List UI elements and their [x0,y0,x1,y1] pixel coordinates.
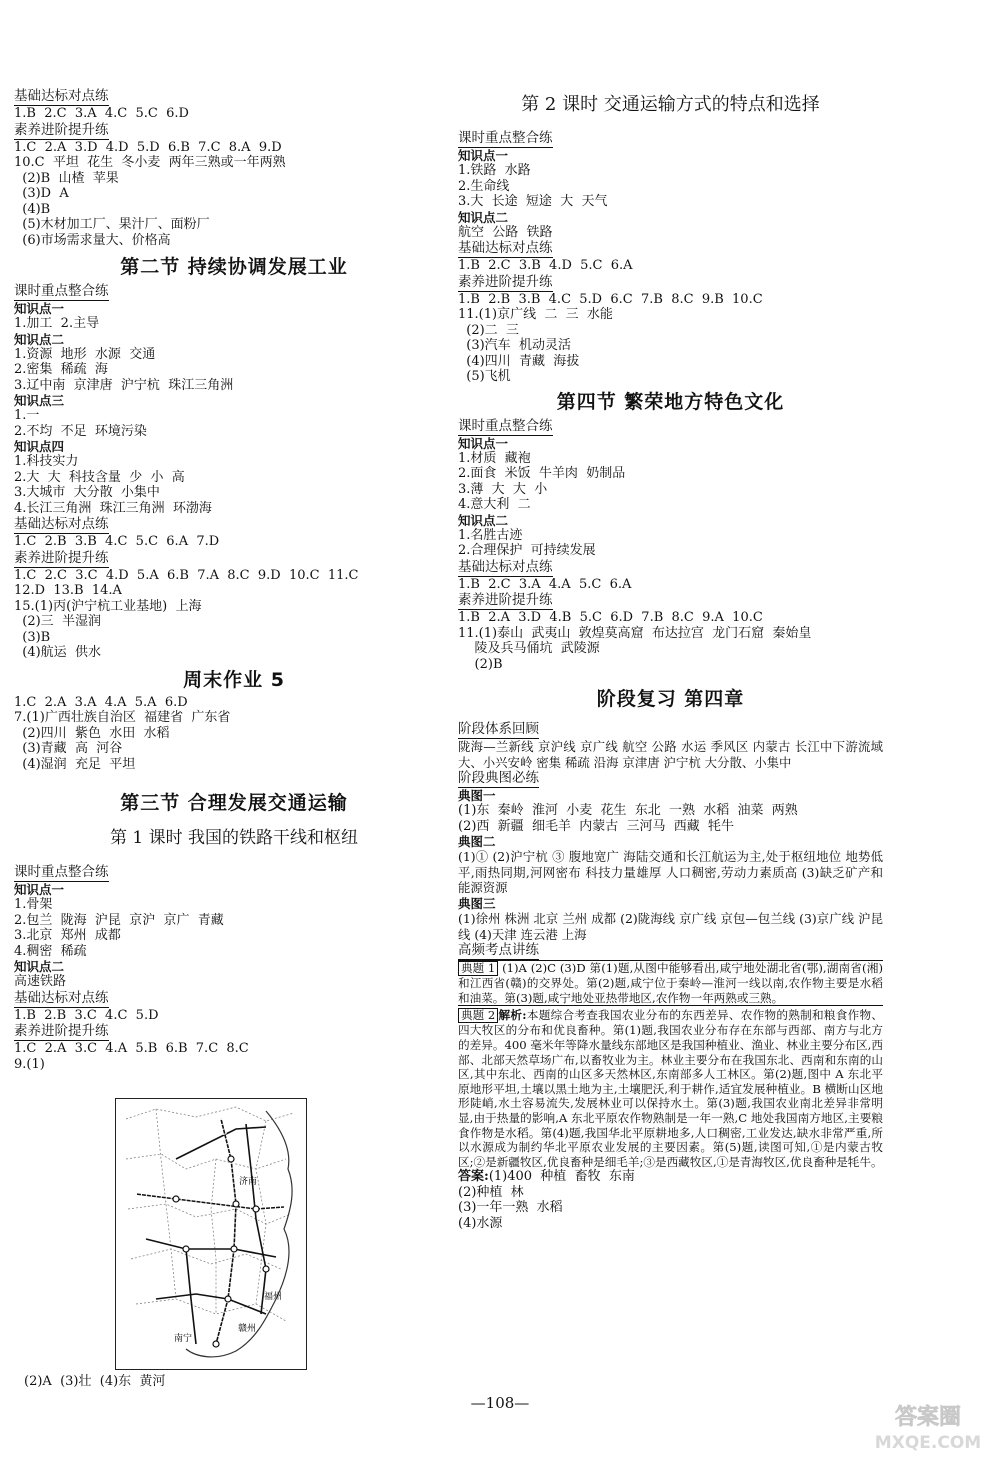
answer-line: 4.稠密 稀疏 [14,943,87,959]
section-label: 基础达标对点练 [14,989,109,1006]
answer-line: 1.C 2.A 3.C 4.A 5.B 6.B 7.C 8.C [14,1041,249,1056]
answer-line: 12.D 13.B 14.A [14,583,122,598]
answer-line: 2.不均 不足 环境污染 [14,423,147,439]
answer-line: 3.大 长途 短途 大 天气 [458,194,608,209]
answer-line: 1.C 2.B 3.B 4.C 5.C 6.A 7.D [14,534,220,549]
answer-line: (3)青藏 高 河谷 [14,741,123,756]
knowledge-point-label: 知识点二 [14,959,65,974]
section-heading: 第四节 繁荣地方特色文化 [556,390,785,413]
section-label: 素养进阶提升练 [458,592,553,608]
answer-line: 2.合理保护 可持续发展 [458,543,596,558]
answer-line: (4)B [14,201,51,217]
knowledge-point-label: 知识点二 [14,331,65,347]
figure-label: 典图一 [458,788,496,804]
answer-block [14,140,454,249]
railway-lines [136,1119,284,1344]
answer-line: 1.B 2.C 3.B 4.D 5.C 6.A [458,258,633,273]
answer-line: (3)B [14,629,51,645]
section-label: 课时重点整合练 [458,417,553,434]
knowledge-point-label: 知识点一 [458,435,509,451]
answer-line: 陵及兵马俑坑 武陵源 [458,641,600,656]
answer-line: 1.B 2.A 3.D 4.B 5.C 6.D 7.B 8.C 9.A 10.C [458,610,763,625]
answer-line: (2)B [458,656,503,672]
answer-line: 航空 公路 铁路 [458,224,553,240]
knowledge-point-label: 知识点四 [14,439,65,454]
railway-map [116,1099,306,1369]
answer-line: (2)二 三 [458,322,519,338]
answer-line: (2)A (3)壮 (4)东 黄河 [24,1374,166,1389]
watermark-text: 答案圈 [894,1405,962,1430]
answer-paragraph: (1)徐州 株洲 北京 兰州 成都 (2)陇海线 京广线 京包—包兰线 (3)京广线 沪昆线 (4)天津 连云港 上海 [458,910,883,942]
lesson-heading: 第 1 课时 我国的铁路干线和枢纽 [109,828,359,848]
answer-line: 1.材质 藏袍 [458,450,531,466]
answer-line: 3.薄 大 大 小 [458,481,548,497]
knowledge-point-label: 知识点一 [14,301,65,316]
knowledge-point-label: 知识点一 [458,148,509,163]
answer-line: 答案:(1)400 种植 畜牧 东南 [458,1169,635,1185]
answer-line: (4)四川 青藏 海拔 [458,353,580,369]
lesson-heading: 第 2 课时 交通运输方式的特点和选择 [521,94,820,115]
map-label: 南宁 [174,1334,193,1344]
answer-line: 1.名胜古迹 [458,527,523,543]
answer-line: 9.(1) [14,1056,45,1072]
coastline [186,1111,292,1357]
knowledge-point-label: 知识点一 [14,882,65,897]
section-label: 阶段典图必练 [458,770,539,787]
answer-line: (3)D A [14,186,69,201]
answer-line: 1.B 2.C 3.A 4.A 5.C 6.A [458,576,632,592]
answer-line: 4.意大利 二 [458,497,531,512]
answer-line: 2.大 大 科技含量 少 小 高 [14,469,185,485]
example-tag: 典题 1 [458,961,498,976]
answer-line: (3)汽车 机动灵活 [458,338,571,353]
section-label: 高频考点讲练 [458,942,539,959]
knowledge-point-label: 知识点二 [458,209,509,225]
section-heading: 第三节 合理发展交通运输 [120,792,348,814]
answer-line: (2)种植 林 [458,1184,524,1200]
right-column [458,90,883,1231]
answer-line: (3)一年一熟 水稻 [458,1200,563,1216]
answer-line: 1.C 2.A 3.D 4.D 5.D 6.B 7.C 8.A 9.D [14,139,282,155]
weekend-heading: 周末作业 5 [183,668,285,691]
watermark-logo [866,1400,991,1452]
answer-line: (2)西 新疆 细毛羊 内蒙古 三河马 西藏 牦牛 [458,818,735,834]
review-text: 陇海—兰新线 京沪线 京广线 航空 公路 水运 季风区 内蒙古 长江中下游流域 大、小兴安岭 密集 稀疏 沿海 京津唐 沪宁杭 大分散、小集中 [458,739,883,770]
answer-line: 1.C 2.C 3.C 4.D 5.A 6.B 7.A 8.C 9.D 10.C 11.C [14,567,359,583]
answer-line: 1.B 2.B 3.B 4.C 5.D 6.C 7.B 8.C 9.B 10.C [458,291,763,307]
answer-paragraph: (1)① (2)沪宁杭 ③ 腹地宽广 海陆交通和长江航运为主,处于枢纽地位 地势低平,雨热同期,河网密布 科技力量雄厚 人口稠密,劳动力素质高 (3)缺乏矿产和能源资源 [458,849,883,896]
section-label: 基础达标对点练 [458,240,553,256]
answer-line: (6)市场需求量大、价格高 [14,232,171,248]
answer-line: 7.(1)广西壮族自治区 福建省 广东省 [14,710,231,725]
railway-map-figure [115,1098,307,1370]
answer-line: 10.C 平坦 花生 冬小麦 两年三熟或一年两熟 [14,155,286,170]
section-label: 课时重点整合练 [14,864,109,880]
answer-line: 1.资源 地形 水源 交通 [14,346,156,362]
figure-label: 典图三 [458,895,496,911]
section-label: 素养进阶提升练 [458,273,553,290]
section-label: 课时重点整合练 [14,283,109,299]
answer-line: 1.加工 2.主导 [14,316,100,331]
page-number: —108— [470,1394,530,1412]
map-label: 福州 [264,1292,283,1302]
answer-line: (2)B 山楂 苹果 [14,170,119,186]
section-label: 基础达标对点练 [14,516,109,532]
section-label: 素养进阶提升练 [14,1023,109,1039]
map-label: 济南 [239,1177,258,1187]
answer-line: 1.C 2.A 3.A 4.A 5.A 6.D [14,694,188,710]
answer-line: (5)木材加工厂、果汁厂、面粉厂 [14,217,210,232]
example-tag: 典题 2 [458,1008,498,1023]
answer-line: 1.B 2.B 3.C 4.C 5.D [14,1007,159,1023]
section-label: 课时重点整合练 [458,130,553,146]
answer-line: 11.(1)京广线 二 三 水能 [458,307,613,322]
answer-line: (1)东 秦岭 淮河 小麦 花生 东北 一熟 水稻 油菜 两熟 [458,803,798,819]
answer-line: 3.大城市 大分散 小集中 [14,485,160,500]
answer-line: 2.密集 稀疏 海 [14,362,108,377]
map-label: 赣州 [238,1324,257,1334]
left-column [14,88,454,1072]
answer-line: (4)航运 供水 [14,645,101,660]
answer-line: (2)四川 紫色 水田 水稻 [14,725,170,741]
section-heading: 第二节 持续协调发展工业 [120,256,348,278]
answer-line: 2.包兰 陇海 沪昆 京沪 京广 青藏 [14,912,224,928]
answer-line: 1.骨架 [14,897,53,912]
example-1 [458,960,883,1006]
answer-line: 1.B 2.C 3.A 4.C 5.C 6.D [14,106,189,121]
answer-line: (4)水源 [458,1215,503,1231]
answer-line: (5)飞机 [458,369,511,384]
answer-line: 11.(1)泰山 武夷山 敦煌莫高窟 布达拉宫 龙门石窟 秦始皇 [458,625,812,641]
answer-line: 3.辽中南 京津唐 沪宁杭 珠江三角洲 [14,377,234,393]
section-label: 素养进阶提升练 [14,549,109,566]
answer-line: 2.面食 米饭 牛羊肉 奶制品 [458,466,626,481]
explanation-label: 解析: [498,1008,527,1023]
knowledge-point-label: 知识点二 [458,512,509,528]
figure-label: 典图二 [458,834,496,850]
example-2 [458,1008,883,1169]
knowledge-point-label: 知识点三 [14,393,65,408]
example-text: (1)A (2)C (3)D 第(1)题,从图中能够看出,咸宁地处湖北省(鄂),湖南省(湘)和江西省(赣)的交界处。第(2)题,咸宁位于秦岭—淮河一线以南,农作物主要是水稻和油菜。第(3)题,咸宁地处亚热带地区,农作物一年两熟或三熟。 [458,961,884,1005]
section-label: 基础达标对点练 [458,558,553,575]
section-label: 阶段体系回顾 [458,721,539,737]
answer-line: 3.北京 郑州 成都 [14,928,121,943]
answer-line: 2.生命线 [458,178,510,194]
answer-line: 1.科技实力 [14,454,79,469]
answer-line: 1.铁路 水路 [458,163,531,178]
review-heading: 阶段复习 第四章 [596,688,745,710]
answer-line: 15.(1)丙(沪宁杭工业基地) 上海 [14,598,202,614]
example-text: 本题综合考查我国农业分布的东西差异、农作物的熟制和粮食作物、四大牧区的分布和优良畜种。第(1)题,我国农业分布存在东部与西部、南方与北方的差异。400 毫米年等降水量线东部地区是我国种植业、渔业、林业主要分布区,西部、北部天然草场广布,以畜牧业为主。林业主要分布在我国东北、西南和东南的山区,其中东北、西南的山区多天然林区,东南部多人工林区。第(2)题,图中 A 东北平原地形平坦,土壤以黑土地为主,土壤肥沃,利于耕作,适宜发展种植业。B 横断山区地形陡峭,水土容易流失,发展林业可以保持水土。第(3)题,我国农业南北差异非常明显,由于热量的影响,A 东北平原农作物熟制是一年一熟,C 地处我国南方地区,主要粮食作物是水稻。第(4)题,我国华北平原耕地多,人口稠密,工业发达,缺水非常严重,所以水源成为制约华北平原农业发展的主要因素。第(5)题,读图可知,①是内蒙古牧区;②是新疆牧区,优良畜种是细毛羊;③是西藏牧区,①是青海牧区,优良畜种是牦牛。 [458,1008,883,1169]
section-label: 素养进阶提升练 [14,121,109,138]
watermark-text: MXQE.COM [874,1433,982,1452]
section-label: 基础达标对点练 [14,88,109,104]
answer-line: (4)湿润 充足 平坦 [14,756,136,772]
answer-line: 高速铁路 [14,974,67,989]
province-borders [126,1107,294,1321]
answer-line: 1.一 [14,408,40,423]
answer-line: (2)三 半湿润 [14,614,101,629]
answer-line: 4.长江三角洲 珠江三角洲 环渤海 [14,500,212,516]
